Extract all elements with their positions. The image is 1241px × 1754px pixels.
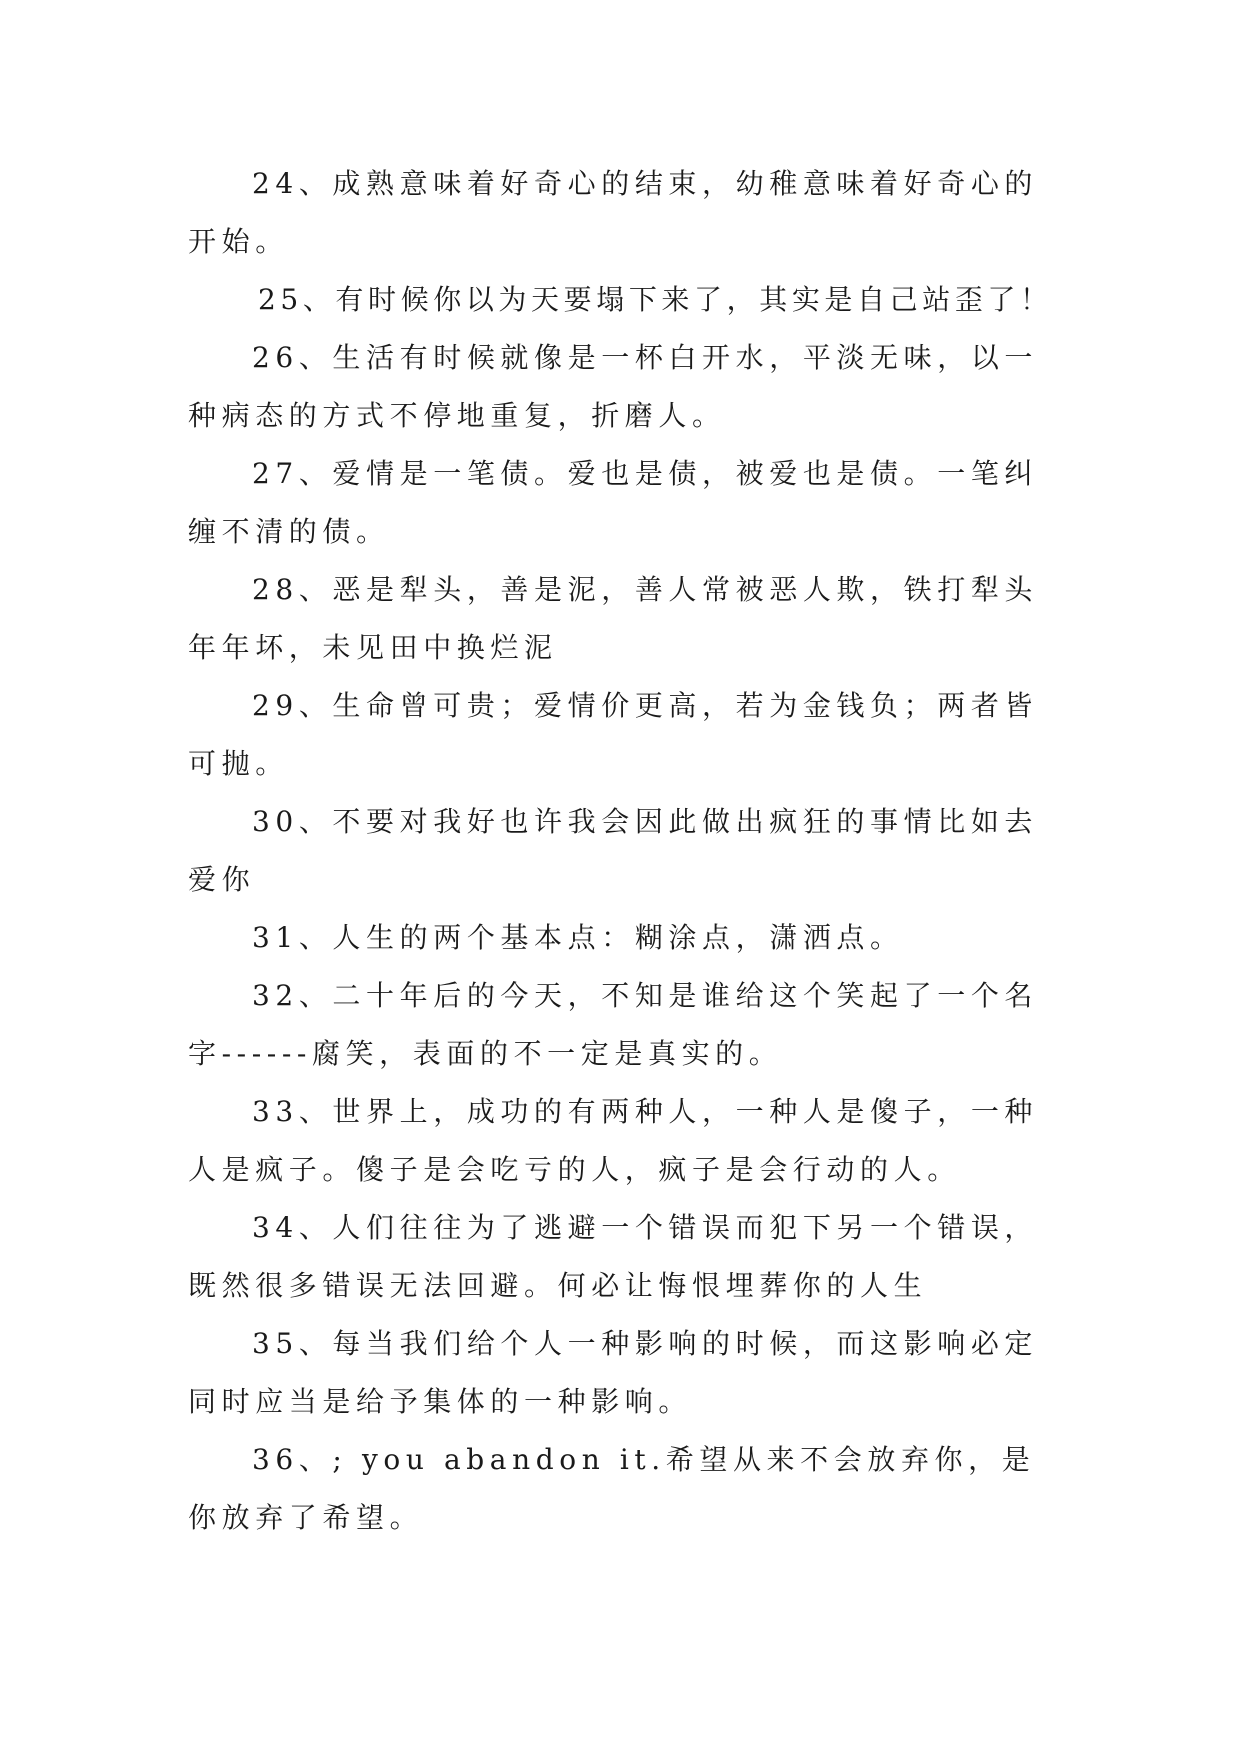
paragraph-27: 27、爱情是一笔债。爱也是债，被爱也是债。一笔纠缠不清的债。 xyxy=(188,457,1039,548)
paragraph-30: 30、不要对我好也许我会因此做出疯狂的事情比如去爱你 xyxy=(188,805,1039,896)
paragraph-26: 26、生活有时候就像是一杯白开水，平淡无味，以一种病态的方式不停地重复，折磨人。 xyxy=(188,341,1039,432)
paragraph-29: 29、生命曾可贵；爱情价更高，若为金钱负；两者皆可抛。 xyxy=(188,689,1039,780)
paragraph-34: 34、人们往往为了逃避一个错误而犯下另一个错误，既然很多错误无法回避。何必让悔恨埋葬你的人生 xyxy=(188,1211,1039,1302)
paragraph-25: 25、有时候你以为天要塌下来了，其实是自己站歪了！ xyxy=(258,283,1053,316)
paragraph-35: 35、每当我们给个人一种影响的时候，而这影响必定同时应当是给予集体的一种影响。 xyxy=(188,1327,1039,1418)
paragraph-28: 28、恶是犁头，善是泥，善人常被恶人欺，铁打犁头年年坏，未见田中换烂泥 xyxy=(188,573,1039,664)
document-body xyxy=(188,155,1058,1547)
paragraph-24: 24、成熟意味着好奇心的结束，幼稚意味着好奇心的开始。 xyxy=(188,167,1039,258)
paragraph-36: 36、; you abandon it.希望从来不会放弃你，是你放弃了希望。 xyxy=(188,1443,1036,1534)
paragraph-33: 33、世界上，成功的有两种人，一种人是傻子，一种人是疯子。傻子是会吃亏的人，疯子是会行动的人。 xyxy=(188,1095,1039,1186)
paragraph-32: 32、二十年后的今天，不知是谁给这个笑起了一个名字------腐笑，表面的不一定是真实的。 xyxy=(188,979,1039,1070)
paragraph-31: 31、人生的两个基本点：糊涂点，潇洒点。 xyxy=(252,921,904,954)
